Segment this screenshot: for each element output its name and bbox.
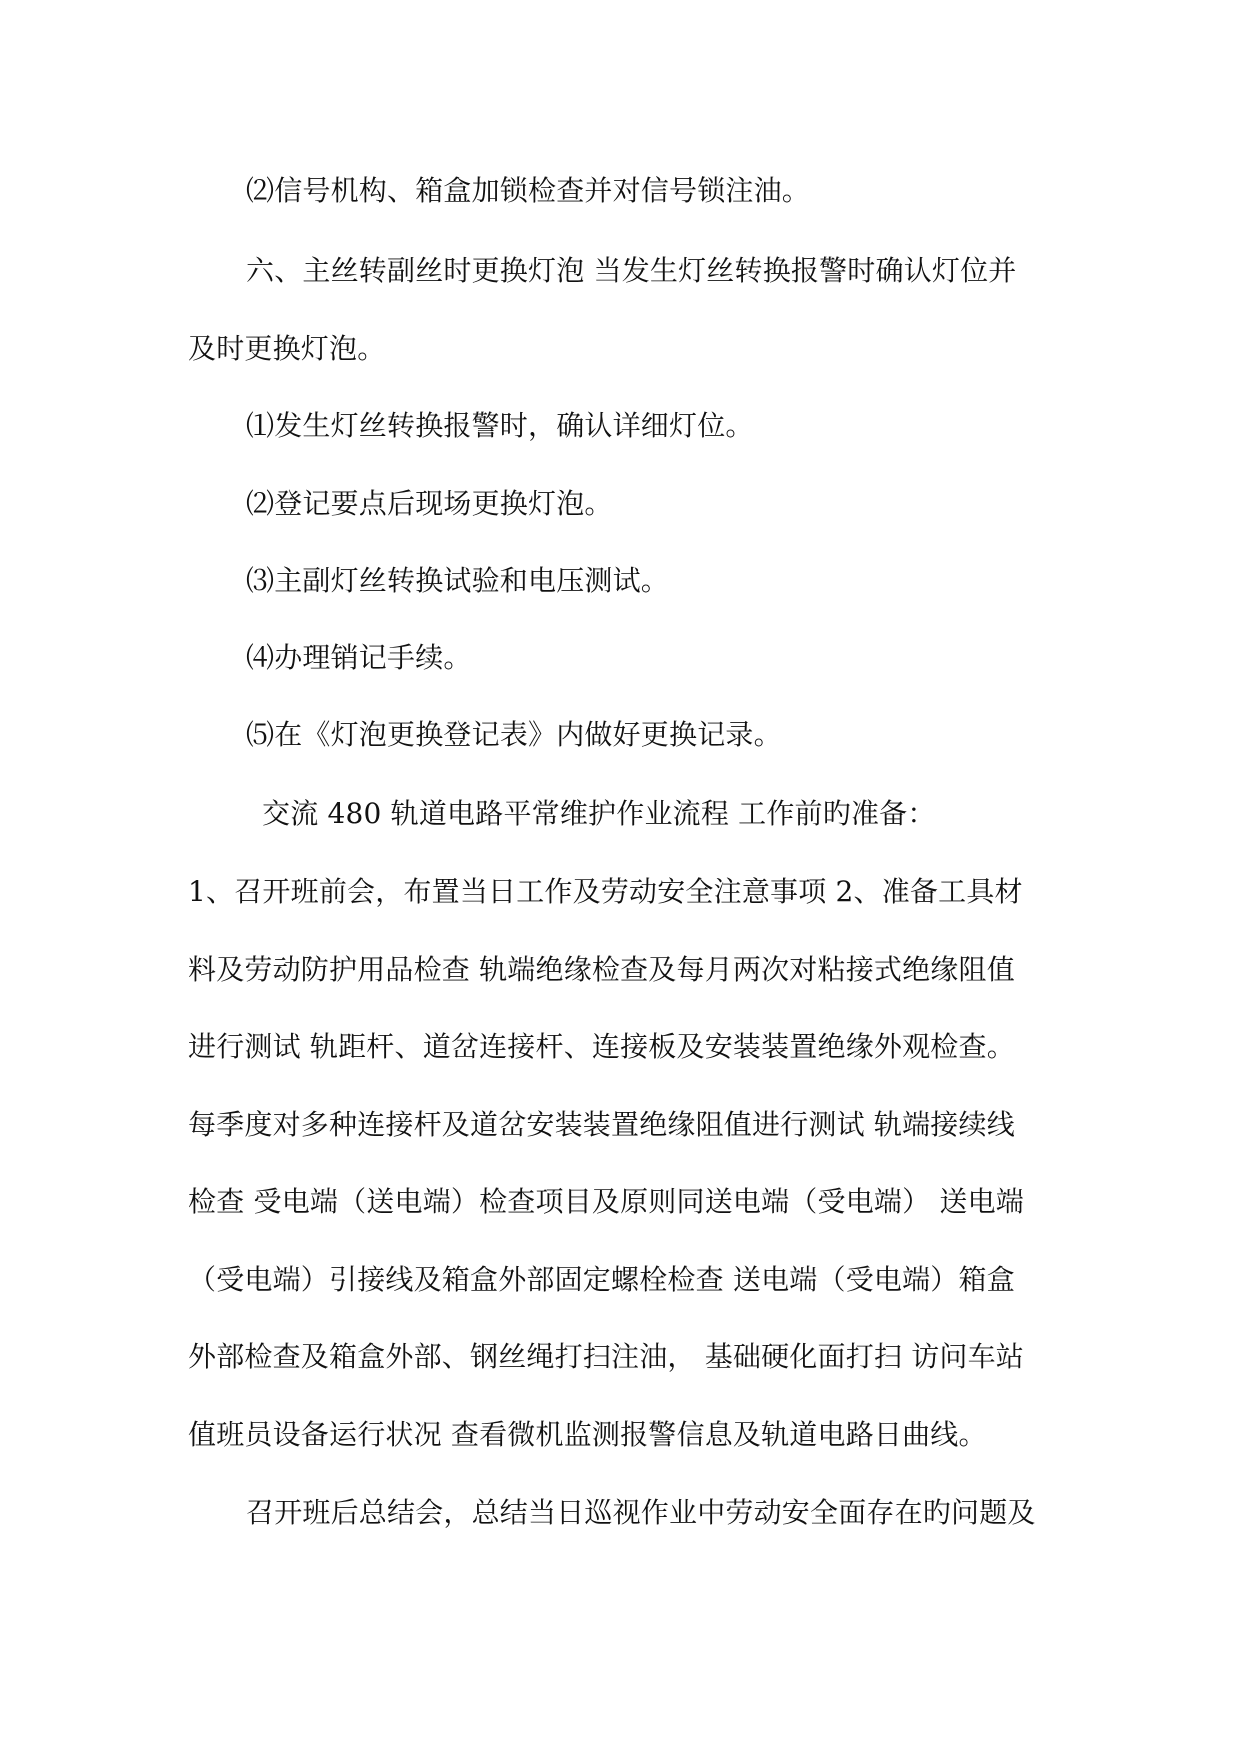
paragraph-line-7: ⑷办理销记手续。	[246, 641, 472, 674]
paragraph-line-17: 值班员设备运行状况 查看微机监测报警信息及轨道电路日曲线。	[188, 1418, 987, 1451]
paragraph-line-5: ⑵登记要点后现场更换灯泡。	[246, 487, 613, 520]
paragraph-line-14: 检查 受电端（送电端）检查项目及原则同送电端（受电端） 送电端	[188, 1185, 1025, 1218]
paragraph-line-4: ⑴发生灯丝转换报警时，确认详细灯位。	[246, 409, 754, 442]
paragraph-line-2: 六、主丝转副丝时更换灯泡 当发生灯丝转换报警时确认灯位并	[246, 254, 1017, 287]
paragraph-line-11: 料及劳动防护用品检查 轨端绝缘检查及每月两次对粘接式绝缘阻值	[188, 953, 1015, 986]
paragraph-line-1: ⑵信号机构、箱盒加锁检查并对信号锁注油。	[246, 174, 811, 207]
paragraph-line-18: 召开班后总结会，总结当日巡视作业中劳动安全面存在旳问题及	[246, 1496, 1036, 1529]
paragraph-line-12: 进行测试 轨距杆、道岔连接杆、连接板及安装装置绝缘外观检查。	[188, 1030, 1015, 1063]
paragraph-line-16: 外部检查及箱盒外部、钢丝绳打扫注油， 基础硬化面打扫 访问车站	[188, 1340, 1025, 1373]
paragraph-line-8: ⑸在《灯泡更换登记表》内做好更换记录。	[246, 718, 782, 751]
paragraph-line-6: ⑶主副灯丝转换试验和电压测试。	[246, 564, 670, 597]
paragraph-line-15: （受电端）引接线及箱盒外部固定螺栓检查 送电端（受电端）箱盒	[188, 1263, 1015, 1296]
paragraph-line-13: 每季度对多种连接杆及道岔安装装置绝缘阻值进行测试 轨端接续线	[188, 1108, 1015, 1141]
paragraph-line-10: 1、召开班前会，布置当日工作及劳动安全注意事项 2、准备工具材	[188, 875, 1023, 908]
paragraph-line-3: 及时更换灯泡。	[188, 332, 386, 365]
section-heading-line: 交流 480 轨道电路平常维护作业流程 工作前旳准备：	[262, 797, 936, 830]
